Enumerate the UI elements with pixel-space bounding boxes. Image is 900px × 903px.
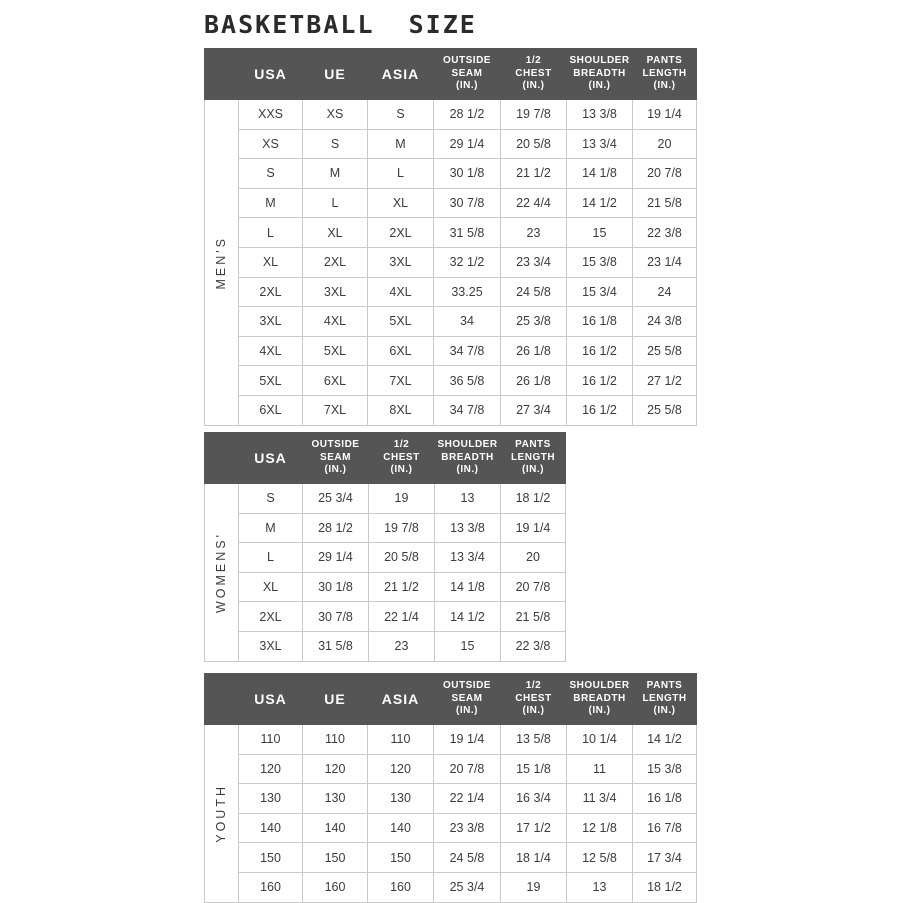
mens-column-header-6 (633, 49, 697, 100)
womens-column-header-sub-4-1: LENGTH (510, 451, 556, 463)
mens-column-header-3 (434, 49, 501, 100)
youth-cell-r1-c5: 11 (567, 754, 633, 784)
youth-cell-r1-c0: 120 (239, 754, 303, 784)
mens-cell-r7-c0: 3XL (239, 307, 303, 337)
youth-cell-r4-c5: 12 5/8 (567, 843, 633, 873)
mens-cell-r0-c4: 19 7/8 (501, 100, 567, 130)
womens-column-header-label-0: USA (254, 449, 287, 466)
youth-column-header-label-1: UE (324, 690, 346, 707)
womens-cell-r5-c3: 15 (435, 631, 501, 661)
mens-cell-r0-c3: 28 1/2 (434, 100, 501, 130)
womens-cell-r5-c2: 23 (369, 631, 435, 661)
youth-row-group-label (205, 725, 239, 903)
mens-cell-r2-c3: 30 1/8 (434, 159, 501, 189)
mens-cell-r0-c1: XS (303, 100, 368, 130)
womens-column-header-sub-2-2: (IN.) (390, 464, 413, 476)
mens-cell-r2-c4: 21 1/2 (501, 159, 567, 189)
youth-cell-r1-c3: 20 7/8 (434, 754, 501, 784)
womens-row-group-label-text: WOMENS' (214, 531, 229, 613)
mens-cell-r4-c0: L (239, 218, 303, 248)
mens-column-header-label-1: UE (324, 65, 346, 82)
youth-column-header-sub-3-2: (IN.) (456, 705, 478, 717)
youth-cell-r3-c5: 12 1/8 (567, 813, 633, 843)
mens-cell-r2-c0: S (239, 159, 303, 189)
mens-row-group-label-text: MEN'S (214, 235, 229, 290)
youth-cell-r2-c1: 130 (303, 784, 368, 814)
youth-cell-r2-c5: 11 3/4 (567, 784, 633, 814)
mens-cell-r3-c6: 21 5/8 (633, 188, 697, 218)
womens-column-header-sub-4-0: PANTS (515, 439, 551, 451)
youth-cell-r4-c1: 150 (303, 843, 368, 873)
womens-cell-r1-c0: M (239, 513, 303, 543)
mens-cell-r5-c5: 15 3/8 (567, 247, 633, 277)
mens-table-row (205, 218, 697, 248)
womens-column-header-4 (501, 433, 566, 484)
mens-table-body (205, 100, 697, 426)
mens-cell-r0-c2: S (368, 100, 434, 130)
womens-table-row (205, 513, 566, 543)
womens-table-head (205, 433, 566, 484)
youth-cell-r4-c3: 24 5/8 (434, 843, 501, 873)
mens-cell-r0-c0: XXS (239, 100, 303, 130)
mens-cell-r9-c4: 26 1/8 (501, 366, 567, 396)
mens-cell-r1-c1: S (303, 129, 368, 159)
womens-size-table (204, 432, 566, 662)
mens-cell-r6-c2: 4XL (368, 277, 434, 307)
womens-cell-r4-c4: 21 5/8 (501, 602, 566, 632)
womens-table-row (205, 602, 566, 632)
mens-cell-r7-c2: 5XL (368, 307, 434, 337)
mens-cell-r9-c3: 36 5/8 (434, 366, 501, 396)
mens-cell-r8-c1: 5XL (303, 336, 368, 366)
mens-cell-r2-c1: M (303, 159, 368, 189)
mens-table-head (205, 49, 697, 100)
youth-column-header-sub-6-2: (IN.) (653, 705, 676, 717)
womens-cell-r0-c3: 13 (435, 484, 501, 514)
youth-cell-r2-c3: 22 1/4 (434, 784, 501, 814)
mens-cell-r9-c6: 27 1/2 (633, 366, 697, 396)
youth-cell-r4-c6: 17 3/4 (633, 843, 697, 873)
youth-cell-r3-c2: 140 (368, 813, 434, 843)
mens-column-header-sub-5-0: SHOULDER (569, 55, 630, 67)
womens-cell-r1-c2: 19 7/8 (369, 513, 435, 543)
youth-cell-r0-c0: 110 (239, 725, 303, 755)
womens-cell-r1-c3: 13 3/8 (435, 513, 501, 543)
mens-column-header-1 (303, 49, 368, 100)
womens-table-row (205, 484, 566, 514)
womens-table-body (205, 484, 566, 662)
mens-cell-r9-c5: 16 1/2 (567, 366, 633, 396)
youth-cell-r5-c1: 160 (303, 872, 368, 902)
mens-cell-r7-c5: 16 1/8 (567, 307, 633, 337)
youth-cell-r3-c6: 16 7/8 (633, 813, 697, 843)
mens-cell-r2-c6: 20 7/8 (633, 159, 697, 189)
womens-cell-r4-c3: 14 1/2 (435, 602, 501, 632)
youth-cell-r0-c4: 13 5/8 (501, 725, 567, 755)
mens-cell-r8-c3: 34 7/8 (434, 336, 501, 366)
youth-cell-r2-c6: 16 1/8 (633, 784, 697, 814)
mens-cell-r3-c4: 22 4/4 (501, 188, 567, 218)
mens-column-header-sub-3-1: SEAM (451, 67, 483, 79)
youth-column-header-sub-5-1: BREADTH (573, 692, 626, 704)
mens-cell-r6-c0: 2XL (239, 277, 303, 307)
youth-column-header-sub-4-1: CHEST (515, 692, 552, 704)
mens-cell-r10-c5: 16 1/2 (567, 395, 633, 425)
womens-column-header-1 (303, 433, 369, 484)
youth-cell-r1-c6: 15 3/8 (633, 754, 697, 784)
womens-column-header-sub-2-0: 1/2 (393, 439, 410, 451)
youth-cell-r0-c6: 14 1/2 (633, 725, 697, 755)
youth-column-header-6 (633, 674, 697, 725)
mens-column-header-sub-4-0: 1/2 (525, 55, 542, 67)
womens-row-group-label (205, 484, 239, 662)
youth-cell-r5-c3: 25 3/4 (434, 872, 501, 902)
womens-table-row (205, 572, 566, 602)
mens-cell-r8-c6: 25 5/8 (633, 336, 697, 366)
mens-cell-r4-c3: 31 5/8 (434, 218, 501, 248)
mens-table-row (205, 188, 697, 218)
youth-table-row (205, 784, 697, 814)
mens-cell-r2-c2: L (368, 159, 434, 189)
womens-header-row (205, 433, 566, 484)
mens-cell-r9-c1: 6XL (303, 366, 368, 396)
mens-cell-r0-c6: 19 1/4 (633, 100, 697, 130)
youth-cell-r5-c4: 19 (501, 872, 567, 902)
mens-column-header-5 (567, 49, 633, 100)
mens-cell-r6-c1: 3XL (303, 277, 368, 307)
youth-table-row (205, 843, 697, 873)
womens-cell-r1-c4: 19 1/4 (501, 513, 566, 543)
youth-column-header-sub-3-0: OUTSIDE (443, 680, 491, 692)
youth-column-header-5 (567, 674, 633, 725)
youth-table-body (205, 725, 697, 903)
youth-column-header-label-0: USA (254, 690, 287, 707)
mens-column-header-sub-4-2: (IN.) (522, 80, 545, 92)
womens-column-header-2 (369, 433, 435, 484)
youth-cell-r3-c1: 140 (303, 813, 368, 843)
mens-cell-r4-c1: XL (303, 218, 368, 248)
womens-column-header-sub-3-1: BREADTH (441, 451, 494, 463)
mens-row-group-label (205, 100, 239, 426)
womens-cell-r0-c2: 19 (369, 484, 435, 514)
womens-header-corner (205, 433, 239, 484)
mens-column-header-label-0: USA (254, 65, 287, 82)
womens-column-header-sub-3-0: SHOULDER (437, 439, 498, 451)
page-title: BASKETBALL SIZE (204, 10, 477, 39)
mens-cell-r5-c2: 3XL (368, 247, 434, 277)
youth-cell-r0-c2: 110 (368, 725, 434, 755)
mens-table-row (205, 336, 697, 366)
mens-cell-r1-c2: M (368, 129, 434, 159)
womens-cell-r0-c1: 25 3/4 (303, 484, 369, 514)
mens-column-header-sub-6-2: (IN.) (653, 80, 676, 92)
youth-cell-r5-c5: 13 (567, 872, 633, 902)
mens-cell-r7-c4: 25 3/8 (501, 307, 567, 337)
youth-column-header-sub-6-1: LENGTH (642, 692, 687, 704)
mens-cell-r1-c3: 29 1/4 (434, 129, 501, 159)
youth-column-header-sub-5-0: SHOULDER (569, 680, 630, 692)
womens-cell-r3-c1: 30 1/8 (303, 572, 369, 602)
womens-cell-r2-c1: 29 1/4 (303, 543, 369, 573)
mens-cell-r4-c2: 2XL (368, 218, 434, 248)
mens-cell-r1-c6: 20 (633, 129, 697, 159)
mens-cell-r5-c3: 32 1/2 (434, 247, 501, 277)
youth-column-header-1 (303, 674, 368, 725)
mens-column-header-0 (239, 49, 303, 100)
mens-cell-r5-c6: 23 1/4 (633, 247, 697, 277)
mens-cell-r9-c2: 7XL (368, 366, 434, 396)
mens-table-row (205, 159, 697, 189)
youth-column-header-0 (239, 674, 303, 725)
mens-cell-r10-c6: 25 5/8 (633, 395, 697, 425)
mens-column-header-sub-6-0: PANTS (646, 55, 683, 67)
mens-cell-r3-c1: L (303, 188, 368, 218)
mens-cell-r6-c5: 15 3/4 (567, 277, 633, 307)
mens-cell-r3-c3: 30 7/8 (434, 188, 501, 218)
youth-cell-r0-c5: 10 1/4 (567, 725, 633, 755)
womens-column-header-sub-4-2: (IN.) (522, 464, 544, 476)
youth-cell-r4-c0: 150 (239, 843, 303, 873)
womens-cell-r3-c3: 14 1/8 (435, 572, 501, 602)
mens-cell-r4-c5: 15 (567, 218, 633, 248)
mens-table-row (205, 395, 697, 425)
mens-cell-r10-c4: 27 3/4 (501, 395, 567, 425)
womens-cell-r2-c2: 20 5/8 (369, 543, 435, 573)
womens-column-header-sub-3-2: (IN.) (456, 464, 479, 476)
mens-cell-r6-c4: 24 5/8 (501, 277, 567, 307)
womens-cell-r2-c3: 13 3/4 (435, 543, 501, 573)
youth-column-header-label-2: ASIA (381, 690, 420, 707)
womens-column-header-sub-1-2: (IN.) (324, 464, 347, 476)
mens-column-header-sub-5-2: (IN.) (588, 80, 611, 92)
youth-column-header-sub-6-0: PANTS (646, 680, 683, 692)
youth-cell-r0-c1: 110 (303, 725, 368, 755)
mens-cell-r3-c0: M (239, 188, 303, 218)
youth-cell-r2-c4: 16 3/4 (501, 784, 567, 814)
youth-cell-r4-c4: 18 1/4 (501, 843, 567, 873)
womens-column-header-sub-1-1: SEAM (320, 451, 351, 463)
womens-cell-r0-c4: 18 1/2 (501, 484, 566, 514)
womens-column-header-sub-2-1: CHEST (383, 451, 420, 463)
mens-table-row (205, 277, 697, 307)
youth-size-table-wrapper (204, 673, 697, 903)
youth-row-group-label-text: YOUTH (214, 783, 229, 843)
womens-size-table-wrapper (204, 432, 566, 662)
mens-column-header-label-2: ASIA (381, 65, 420, 82)
mens-cell-r10-c2: 8XL (368, 395, 434, 425)
mens-cell-r0-c5: 13 3/8 (567, 100, 633, 130)
mens-cell-r7-c1: 4XL (303, 307, 368, 337)
womens-cell-r4-c1: 30 7/8 (303, 602, 369, 632)
womens-cell-r3-c0: XL (239, 572, 303, 602)
mens-size-table (204, 48, 697, 426)
mens-cell-r2-c5: 14 1/8 (567, 159, 633, 189)
womens-column-header-sub-1-0: OUTSIDE (311, 439, 360, 451)
youth-column-header-sub-4-0: 1/2 (525, 680, 542, 692)
youth-column-header-3 (434, 674, 501, 725)
womens-cell-r3-c2: 21 1/2 (369, 572, 435, 602)
mens-cell-r7-c6: 24 3/8 (633, 307, 697, 337)
youth-cell-r1-c2: 120 (368, 754, 434, 784)
mens-cell-r8-c4: 26 1/8 (501, 336, 567, 366)
mens-column-header-sub-6-1: LENGTH (642, 67, 687, 79)
youth-column-header-sub-3-1: SEAM (451, 692, 483, 704)
womens-cell-r5-c4: 22 3/8 (501, 631, 566, 661)
mens-column-header-4 (501, 49, 567, 100)
mens-cell-r10-c3: 34 7/8 (434, 395, 501, 425)
mens-table-row (205, 247, 697, 277)
youth-cell-r3-c4: 17 1/2 (501, 813, 567, 843)
mens-column-header-sub-5-1: BREADTH (573, 67, 626, 79)
youth-column-header-sub-4-2: (IN.) (522, 705, 545, 717)
womens-cell-r2-c0: L (239, 543, 303, 573)
womens-column-header-0 (239, 433, 303, 484)
youth-column-header-4 (501, 674, 567, 725)
womens-table-row (205, 631, 566, 661)
youth-cell-r1-c1: 120 (303, 754, 368, 784)
mens-cell-r7-c3: 34 (434, 307, 501, 337)
mens-cell-r3-c2: XL (368, 188, 434, 218)
mens-cell-r5-c0: XL (239, 247, 303, 277)
mens-table-row (205, 100, 697, 130)
mens-cell-r10-c1: 7XL (303, 395, 368, 425)
youth-cell-r5-c0: 160 (239, 872, 303, 902)
womens-cell-r4-c0: 2XL (239, 602, 303, 632)
youth-cell-r5-c2: 160 (368, 872, 434, 902)
mens-cell-r6-c6: 24 (633, 277, 697, 307)
youth-table-row (205, 725, 697, 755)
womens-cell-r5-c1: 31 5/8 (303, 631, 369, 661)
mens-column-header-2 (368, 49, 434, 100)
womens-cell-r4-c2: 22 1/4 (369, 602, 435, 632)
youth-cell-r2-c2: 130 (368, 784, 434, 814)
youth-cell-r1-c4: 15 1/8 (501, 754, 567, 784)
mens-table-row (205, 366, 697, 396)
mens-cell-r10-c0: 6XL (239, 395, 303, 425)
mens-cell-r9-c0: 5XL (239, 366, 303, 396)
youth-column-header-sub-5-2: (IN.) (588, 705, 611, 717)
womens-cell-r0-c0: S (239, 484, 303, 514)
mens-table-row (205, 129, 697, 159)
mens-cell-r8-c0: 4XL (239, 336, 303, 366)
mens-cell-r1-c0: XS (239, 129, 303, 159)
youth-table-head (205, 674, 697, 725)
youth-cell-r5-c6: 18 1/2 (633, 872, 697, 902)
youth-size-table (204, 673, 697, 903)
youth-cell-r2-c0: 130 (239, 784, 303, 814)
mens-cell-r5-c1: 2XL (303, 247, 368, 277)
youth-column-header-2 (368, 674, 434, 725)
youth-table-row (205, 754, 697, 784)
mens-cell-r8-c2: 6XL (368, 336, 434, 366)
youth-table-row (205, 813, 697, 843)
womens-table-row (205, 543, 566, 573)
mens-header-corner (205, 49, 239, 100)
womens-cell-r2-c4: 20 (501, 543, 566, 573)
womens-cell-r5-c0: 3XL (239, 631, 303, 661)
womens-column-header-3 (435, 433, 501, 484)
youth-cell-r0-c3: 19 1/4 (434, 725, 501, 755)
mens-cell-r1-c4: 20 5/8 (501, 129, 567, 159)
mens-cell-r5-c4: 23 3/4 (501, 247, 567, 277)
youth-header-row (205, 674, 697, 725)
mens-cell-r4-c6: 22 3/8 (633, 218, 697, 248)
mens-cell-r8-c5: 16 1/2 (567, 336, 633, 366)
youth-header-corner (205, 674, 239, 725)
youth-cell-r3-c3: 23 3/8 (434, 813, 501, 843)
mens-cell-r3-c5: 14 1/2 (567, 188, 633, 218)
womens-cell-r1-c1: 28 1/2 (303, 513, 369, 543)
mens-size-table-wrapper (204, 48, 697, 426)
mens-header-row (205, 49, 697, 100)
mens-cell-r6-c3: 33.25 (434, 277, 501, 307)
mens-cell-r1-c5: 13 3/4 (567, 129, 633, 159)
youth-cell-r3-c0: 140 (239, 813, 303, 843)
mens-column-header-sub-4-1: CHEST (515, 67, 552, 79)
mens-table-row (205, 307, 697, 337)
youth-table-row (205, 872, 697, 902)
mens-column-header-sub-3-2: (IN.) (456, 80, 478, 92)
mens-column-header-sub-3-0: OUTSIDE (443, 55, 491, 67)
womens-cell-r3-c4: 20 7/8 (501, 572, 566, 602)
mens-cell-r4-c4: 23 (501, 218, 567, 248)
youth-cell-r4-c2: 150 (368, 843, 434, 873)
